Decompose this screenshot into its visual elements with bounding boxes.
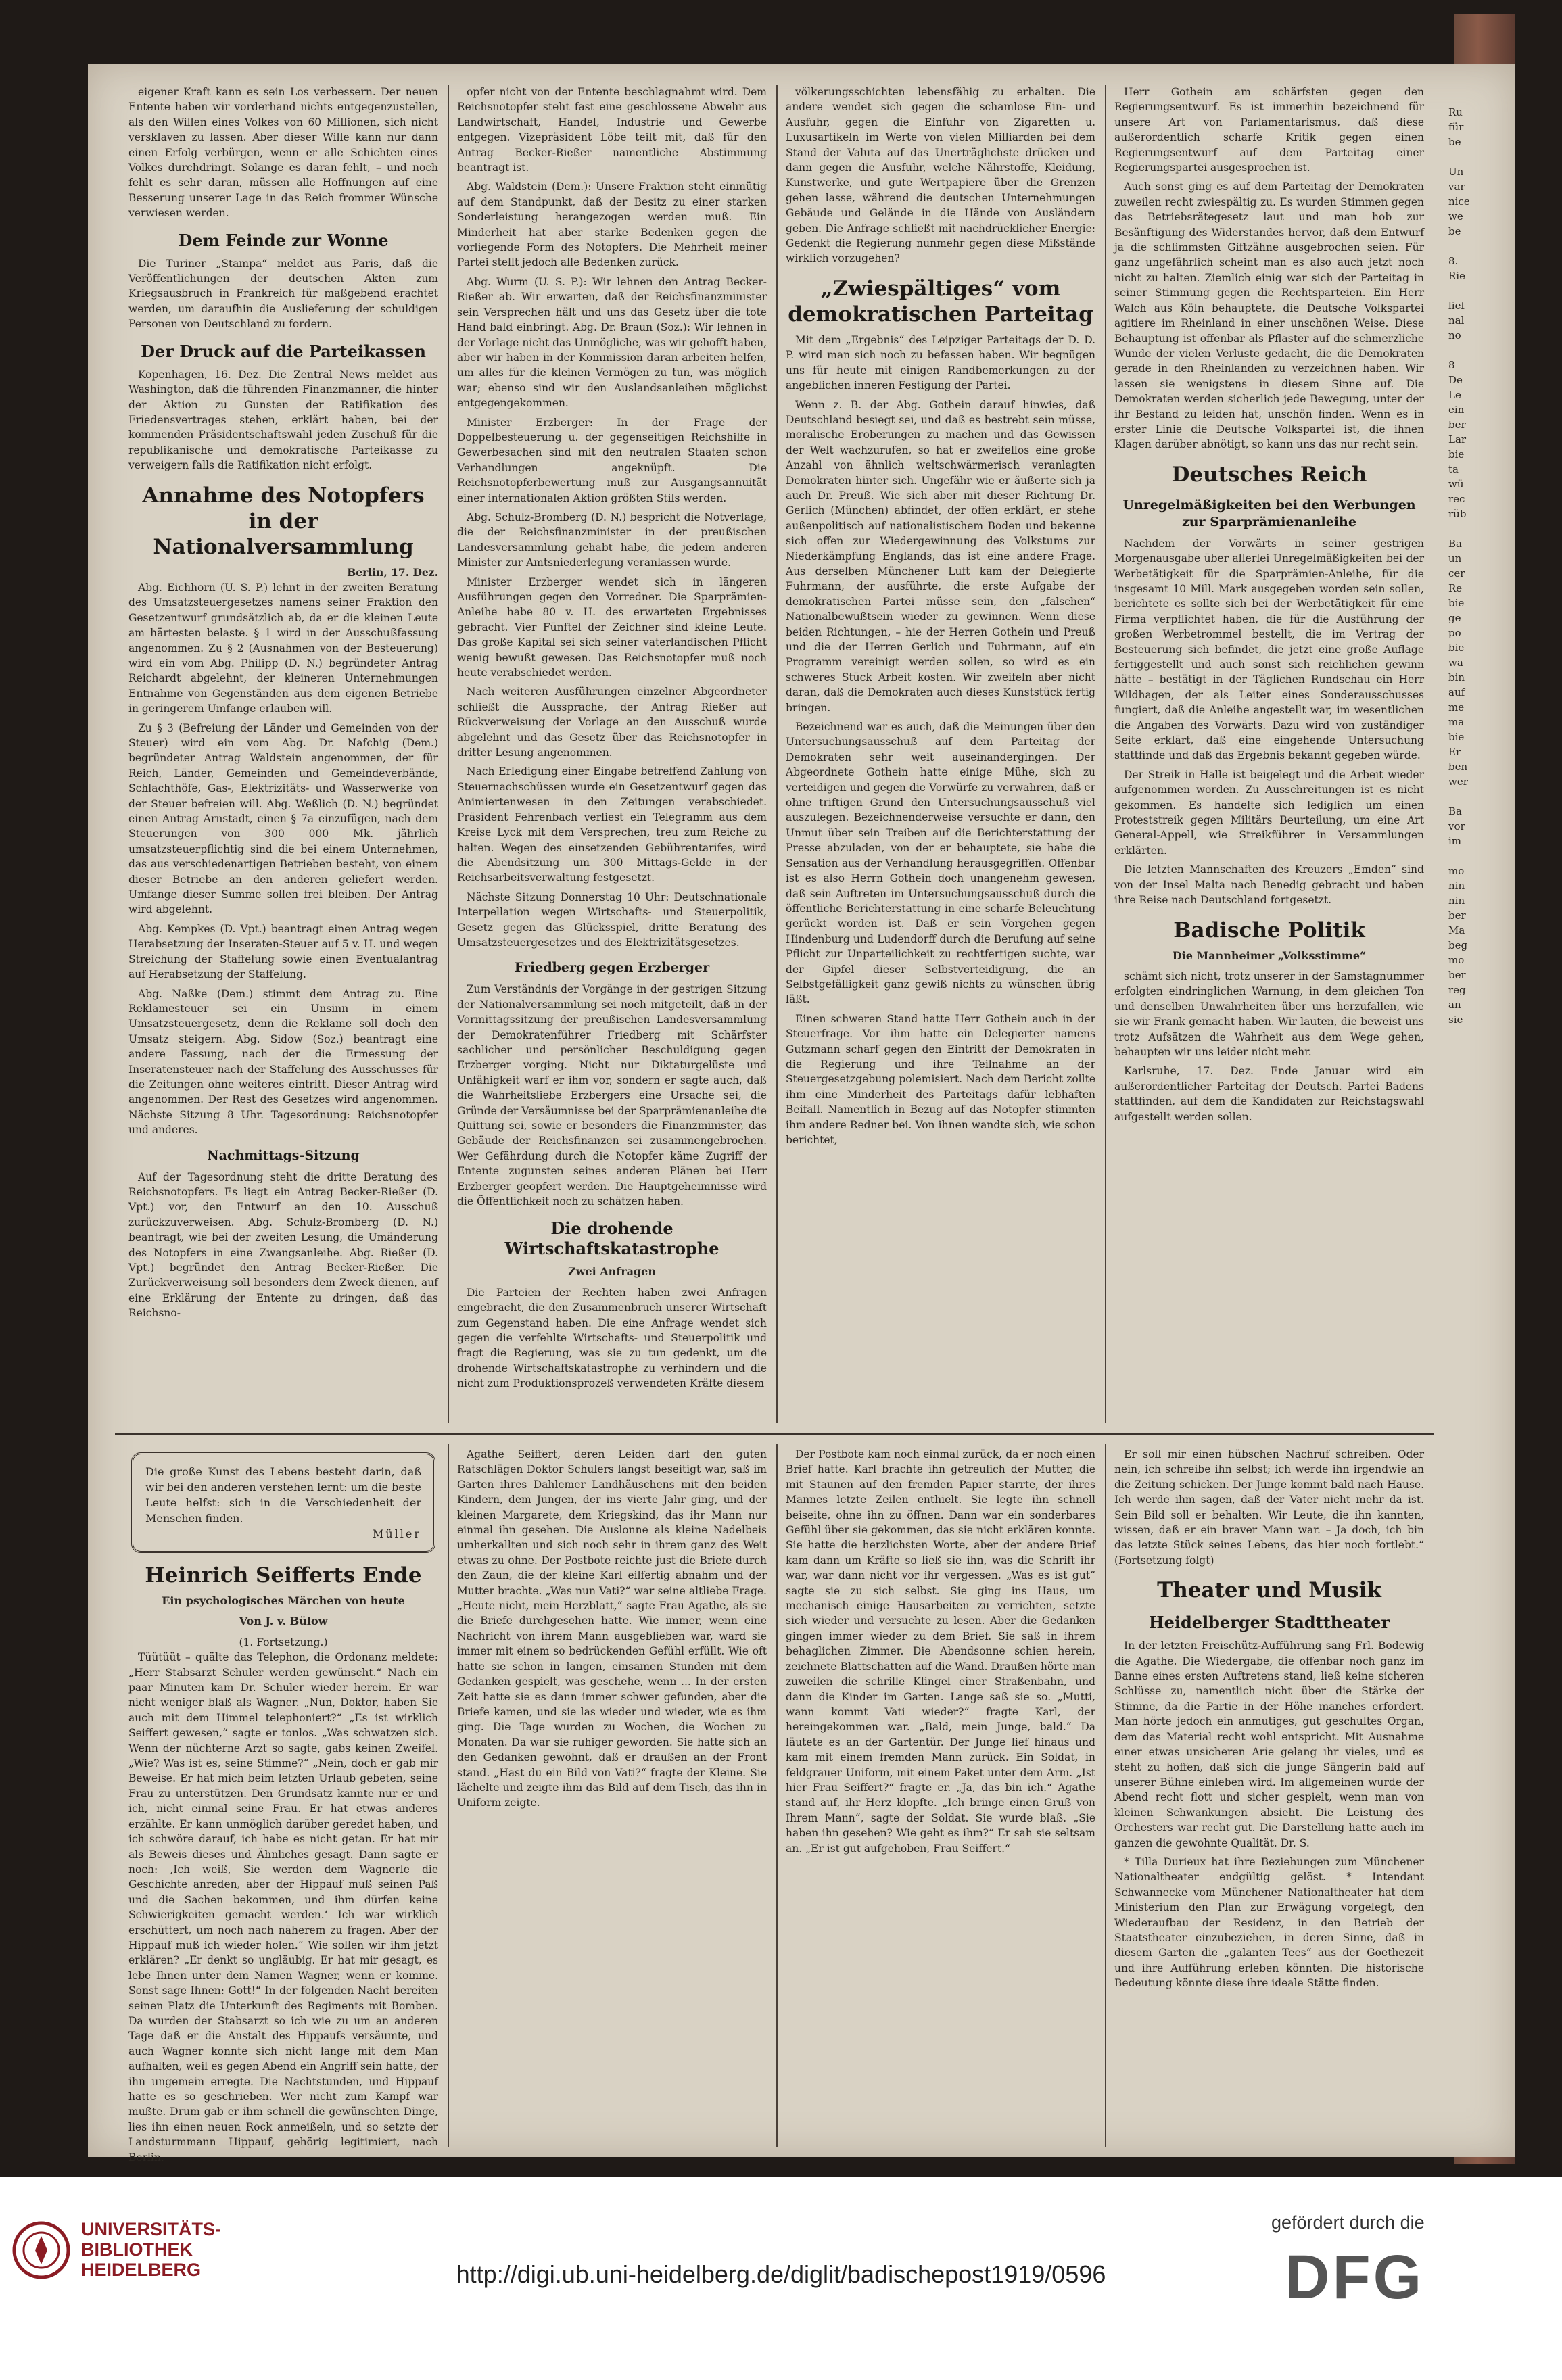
quote-text: Die große Kunst des Lebens besteht darin, daß wir bei den anderen verstehen lernt: um die beste Leute helfst: sich in die Verschiedenheit der Menschen finden. bbox=[145, 1465, 421, 1525]
article-text: Mit dem „Ergebnis“ des Leipziger Parteitags der D. D. P. wird man sich noch zu befassen haben. Wir begnügen uns für heute mit einigen Randbemerkungen zu der angeblichen inneren Festigung der Partei. bbox=[786, 333, 1095, 392]
article-text: Abg. Wurm (U. S. P.): Wir lehnen den Antrag Becker-Rießer ab. Wir erwarten, daß der Reichsfinanzminister sein Versprechen hält und uns das Gesetz über die tote Hand bald einbringt. Abg. Dr. Braun (Soz.): Wir lehnen in der Vorlage nicht das Unmögliche, was wir gehofft haben, aber wir haben in der Kommission daran arbeiten helfen, um alles für die kleinen Vermögen zu tun, was möglich war; ebenso sind wir den Auslandsanleihen möglichst entgegengekommen. bbox=[457, 275, 767, 410]
headline-feinde: Dem Feinde zur Wonne bbox=[178, 230, 389, 250]
section-badische-politik: Badische Politik bbox=[1173, 918, 1365, 943]
article-text: Abg. Kempkes (D. Vpt.) beantragt einen Antrag wegen Herabsetzung der Inseraten-Steuer auf 5 v. H. und wegen Streichung der Staffelung sowie einen Eventualantrag auf Herabsetzung der Staffelung. bbox=[128, 922, 438, 981]
feuilleton-column-1 bbox=[128, 1447, 438, 2169]
column-divider bbox=[776, 85, 778, 1423]
article-text: Zu § 3 (Befreiung der Länder und Gemeinden von der Steuer) wird ein vom Abg. Dr. Nafchig (Dem.) begründeter Antrag Waldstein angenommen, der für Reich, Länder, Gemeinden und Gemeindeverbände, Schlachthöfe, Gas-, Elektrizitäts- und Wasserwerke von der Steuer befreien will. Abg. Weßlich (D. N.) begründet einen Antrag Arnstadt, einen § 7a einzufügen, nach dem Steuerungen von 300 000 Mk. jährlich umsatzsteuerpflichtig sind die bei einem Unternehmen, das aus verschiedenartigen Betrieben besteht, von einem dieser Betriebe an den anderen geliefert werden. Umfange dieser Summe sollen frei bleiben. Der Antrag wird abgelehnt. bbox=[128, 721, 438, 916]
library-name-line: UNIVERSITÄTS- bbox=[81, 2219, 222, 2239]
headline-stadttheater: Heidelberger Stadttheater bbox=[1148, 1613, 1390, 1633]
article-text: Karlsruhe, 17. Dez. Ende Januar wird ein außerordentlicher Parteitag der Deutsch. Partei Badens stattfinden, auf dem die Kandidaten zur Reichstagswahl aufgestellt werden sollen. bbox=[1114, 1065, 1424, 1123]
column-3 bbox=[786, 85, 1095, 1151]
article-text: Wenn z. B. der Abg. Gothein darauf hinwies, daß Deutschland besiegt sei, und daß es bestrebt sein müsse, moralische Eroberungen zu machen und das Gewissen der Welt wachzurufen, so hat er zweifellos eine große Anzahl von ähnlich weltschwärmerisch veranlagten Demokraten hinter sich. Ungefähr wie er äußerte sich ja auch Dr. Preuß. Wie sich aber mit dieser Richtung Dr. Gerlich (München) abfindet, der offen erklärt, er stehe außenpolitisch auf nationalistischem Boden und bekenne sich offen zur Wiedergewinnung des Volkstums zur Niederkämpfung Englands, das ist eine andere Frage. Aus derselben Münchener Luft kam der Delegierte Fuhrmann, der ausführte, die erste Aufgabe der demokratischen Partei müsse sein, den „falschen“ Nationalbewußtsein wieder zu gewinnen. Wenn diese beiden Richtungen, – hie der Herren Gothein und Preuß und die der Herren Gerlich und Fuhrmann, auf ein Programm vereinigt werden sollen, so wird es ein schweres Stück Arbeit kosten. Wir zweifeln aber nicht daran, daß die Demokraten auch dieses Kunststück fertig bringen. bbox=[786, 398, 1095, 714]
dateline: Berlin, 17. Dez. bbox=[347, 565, 438, 579]
feuilleton-column-3 bbox=[786, 1447, 1095, 1860]
column-divider bbox=[448, 85, 449, 1423]
article-text: Die Turiner „Stampa“ meldet aus Paris, daß die Veröffentlichungen der deutschen Akten zum Kriegsausbruch in Frankreich für maßgebend erachtet werden, um daraufhin die Auslieferung der schuldigen Personen von Deutschland zu fordern. bbox=[128, 257, 438, 331]
dfg-logo: DFG bbox=[1285, 2243, 1425, 2312]
article-text: Abg. Schulz-Bromberg (D. N.) bespricht die Notverlage, die der Reichsfinanzminister in der preußischen Landesversammlung gehabt habe, die jedem anderen Minister zur Amtsniederlegung veranlassen würde. bbox=[457, 510, 767, 569]
article-text: * Tilla Durieux hat ihre Beziehungen zum Münchener Nationaltheater endgültig gelöst. * Intendant Schwannecke vom Münchener Nationaltheater hat dem Ministerium den Plan zur Erwägung vorgelegt, den Wiederaufbau der Residenz, in den Betrieb der Staatstheater einzubeziehen, in deren Sinne, daß in diesem Garten die „galanten Tees“ aus der Goethezeit und ihre Aufführung erleben könnten. Die historische Bedeutung könnte diese ihre ideale Stätte finden. bbox=[1114, 1855, 1424, 1990]
column-divider bbox=[448, 1444, 449, 2147]
document-url-link[interactable]: http://digi.ub.uni-heidelberg.de/diglit/badischepost1919/0596 bbox=[456, 2260, 1106, 2288]
headline-unregelmaessigkeiten: Unregelmäßigkeiten bei den Werbungen zur Sparprämienanleihe bbox=[1122, 497, 1416, 529]
column-4 bbox=[1114, 85, 1424, 1128]
article-text: Der Streik in Halle ist beigelegt und die Arbeit wieder aufgenommen worden. Zu Ausschreitungen ist es nicht gekommen. Es handelte sich lediglich um einen Proteststreik gegen Militärs Beurteilung, um eine Art General-Appell, wie Streikführer in Versammlungen erklärten. bbox=[1114, 768, 1424, 857]
article-text: Abg. Waldstein (Dem.): Unsere Fraktion steht einmütig auf dem Standpunkt, daß der Besitz zu einer starken Sonderleistung herangezogen werden muß. Ein Minderheit hat aber starke Bedenken gegen die vorliegende Form des Notopfers. Die Mehrheit meiner Partei stellt jedoch alle Bedenken zurück. bbox=[457, 181, 767, 269]
article-text: Minister Erzberger wendet sich in längeren Ausführungen gegen den Vorredner. Die Sparprämien-Anleihe habe 80 v. H. des erwarteten Ergebnisses gebracht. Vier Fünftel der Zeichner sind kleine Leute. Das große Kapital sei sich seiner vaterländischen Pflicht wenig bewußt gewesen. Das Reichsnotopfer muß noch heute verabschiedet werden. bbox=[457, 575, 767, 680]
subheading-volksstimme: Die Mannheimer „Volksstimme“ bbox=[1172, 949, 1367, 962]
article-text: völkerungsschichten lebensfähig zu erhalten. Die andere wendet sich gegen die schamlose Ein- und Ausfuhr, gegen die Einfuhr von Zigaretten u. Luxusartikeln im Werte von vielen Milliarden bei dem Stand der Valuta auf das Unerträglichste drücken und dann gegen die Ausfuhr, welche Nährstoffe, Kleidung, Kunstwerke, und gute Wertpapiere über die Grenzen gehen lasse, während die deutschen Unternehmungen Gebäude und Gelände in die Hände von Ausländern geben. Die Anfrage schließt mit nachdrücklicher Energie: Gedenkt die Regierung nunmehr gegen diese Mißstände wirklich vorzugehen? bbox=[786, 86, 1095, 265]
feuilleton-separator bbox=[115, 1433, 1434, 1435]
library-name-line: BIBLIOTHEK bbox=[81, 2239, 193, 2260]
column-1 bbox=[128, 85, 438, 1325]
story-text: Er soll mir einen hübschen Nachruf schreiben. Oder nein, ich schreibe ihn selbst; ich werde ihn irgendwie an die Zeitung schicken. Der Junge kommt bald nach Hause. Ich werde ihm sagen, daß der Vater nicht mehr da ist. Sein Bild soll er behalten. Wir Leute, die ihn kannten, wissen, daß er ein braver Mann war. – Ja doch, ich bin das letzte Stück seines Lebens, das hier noch fortlebt.“ (Fortsetzung folgt) bbox=[1114, 1448, 1424, 1567]
column-divider bbox=[776, 1444, 778, 2147]
feuilleton-column-4 bbox=[1114, 1447, 1424, 1995]
article-text: Einen schweren Stand hatte Herr Gothein auch in der Steuerfrage. Vor ihm hatte ein Delegierter namens Gutzmann scharf gegen den Eintritt der Demokraten in die Regierung und ihre Teilnahme an der Steuergesetzgebung polemisiert. Nach dem Bericht zollte ihm eine Minderheit des Parteitags dafür lebhaften Beifall. Namentlich in Bezug auf das Notopfer stimmten ihm andere Redner bei. Von ihnen wandte sich, wie schon berichtet, bbox=[786, 1012, 1095, 1146]
article-text: Nächste Sitzung Donnerstag 10 Uhr: Deutschnationale Interpellation wegen Wirtschafts- und Steuerpolitik, Gesetz gegen das Glücksspiel, dritte Beratung des Umsatzsteuergesetzes und des Elektrizitätsgesetzes. bbox=[457, 890, 767, 949]
article-text: In der letzten Freischütz-Aufführung sang Frl. Bodewig die Agathe. Die Wiedergabe, die offenbar noch ganz im Banne eines ersten Auftretens stand, ließ keine sicheren Schlüsse zu, namentlich nicht über die Stärke der Stimme, da die Partie in der Höhe manches erfordert. Man hörte jedoch ein anmutiges, gut geschultes Organ, dem das Material recht wohl entspricht. Mit Ausnahme einer etwas unsicheren Arie gelang ihr vieles, und es steht zu hoffen, daß sich die junge Sängerin bald auf unserer Bühne einleben wird. Im allgemeinen wurde der Abend recht flott und sicher gespielt, wenn man von kleinen Schwankungen absieht. Die Leistung des Orchesters war recht gut. Die Darstellung hatte auch im ganzen die gewohnte Qualität. Dr. S. bbox=[1114, 1640, 1424, 1849]
quote-box bbox=[131, 1452, 435, 1553]
headline-notopfer: Annahme des Notopfers in der Nationalversammlung bbox=[142, 483, 425, 559]
story-text: Der Postbote kam noch einmal zurück, da er noch einen Brief hatte. Karl brachte ihn getreulich der Mutter, die mit Staunen auf den fremden Papier starrte, der ihres Mannes letzte Zeilen enthielt. Sie legte ihn schnell beiseite, ohne ihn zu öffnen. Dann war ein sonderbares Gefühl über sie gekommen, das sie nicht erklären konnte. Sie hatte die herzlichsten Worte, aber der andere Brief kam dann um Kräfte so ließ sie ihn, was die Schrift ihr war, war dann nicht vor ihr vergessen. „Was es ist gut“ sagte sie zu sich selbst. Sie ging ins Haus, um mechanisch einige Hausarbeiten zu verrichten, setzte sich wieder und versuchte zu lesen. Aber die Gedanken gingen immer wieder zu dem Brief. Sie saß in ihrem behaglichen Zimmer. Die Abendsonne schien herein, zeichnete Blattschatten auf die Wand. Draußen hörte man zuweilen die schrille Klingel einer Straßenbahn, und dann die Kinder im Garten. Lange saß sie so. „Mutti, wann kommt Vati wieder?“ fragte Karl, der hereingekommen war. „Bald, mein Junge, bald.“ Da läutete es an der Gartentür. Der Junge lief hinaus und kam mit einem fremden Mann zurück. Ein Soldat, in feldgrauer Uniform, mit einem Paket unter dem Arm. „Ist hier Frau Seiffert?“ fragte er. „Ja, das bin ich.“ Agathe stand auf, ihr Herz klopfte. „Ich bringe einen Gruß von Ihrem Mann“, sagte der Soldat. Sie wurde blaß. „Sie haben ihn gesehen? Wie geht es ihm?“ Er sah sie seltsam an. „Er ist gut aufgehoben, Frau Seiffert.“ bbox=[786, 1448, 1095, 1855]
article-text: Auf der Tagesordnung steht die dritte Beratung des Reichsnotopfers. Es liegt ein Antrag Becker-Rießer (D. Vpt.) vor, den Entwurf an den 10. Ausschuß zurückzuverweisen. Abg. Schulz-Bromberg (D. N.) beantragt, wie bei der zweiten Lesung, die Umänderung des Notopfers in eine Zwangsanleihe. Abg. Rießer (D. Vpt.) begründet den Antrag Becker-Rießer. Die Zurückverweisung soll besonders dem Zweck dienen, auf eine Erklärung der Entente zu dringen, daß das Reichsno- bbox=[128, 1170, 438, 1320]
article-text: Abg. Eichhorn (U. S. P.) lehnt in der zweiten Beratung des Umsatzsteuergesetzes namens seiner Fraktion den Gesetzentwurf grundsätzlich ab, da er die kleinen Leute am härtesten belaste. § 1 wird in der Ausschußfassung angenommen. Zu § 2 (Ausnahmen von der Besteuerung) wird ein vom Abg. Philipp (D. N.) begründeter Antrag Reichardt abgelehnt, der kleineren Unternehmungen Entnahme von Gegenständen aus dem eigenen Betriebe in geringerem Umfange erlauben will. bbox=[128, 581, 438, 715]
subheading-anfragen: Zwei Anfragen bbox=[567, 1265, 656, 1279]
newspaper-page bbox=[88, 64, 1515, 2164]
article-text: Die letzten Mannschaften des Kreuzers „Emden“ sind von der Insel Malta nach Benedig gebracht und haben ihre Reise nach Deutschland fortgesetzt. bbox=[1114, 863, 1424, 907]
headline-parteikassen: Der Druck auf die Parteikassen bbox=[141, 341, 426, 361]
article-text: Minister Erzberger: In der Frage der Doppelbesteuerung u. der gegenseitigen Reichshilfe in Gewerbesachen sind mit den neutralen Staaten schon Verhandlungen angeknüpft. Die Reichsnotopferbewertung muß zur Ausgangsannuität einer internationalen Aktion größten Stils werden. bbox=[457, 416, 767, 504]
subheading-nachmittags: Nachmittags-Sitzung bbox=[207, 1147, 360, 1163]
headline-zwiespaeltiges: „Zwiespältiges“ vom demokratischen Parteitag bbox=[788, 276, 1093, 327]
article-text: opfer nicht von der Entente beschlagnahmt wird. Dem Reichsnotopfer steht fast eine geschlossene Abwehr aus Landwirtschaft, Handel, Industrie und Gewerbe entgegen. Vizepräsident Löbe teilt mit, daß für den Antrag Becker-Rießer namentliche Abstimmung beantragt ist. bbox=[457, 86, 767, 174]
section-deutsches-reich: Deutsches Reich bbox=[1171, 462, 1367, 487]
story-text: Tüütüüt – quälte das Telephon, die Ordonanz meldete: „Herr Stabsarzt Schuler werden gewünscht.“ Nach ein paar Minuten kam Dr. Schuler wieder herein. Er war nicht weniger blaß als Wagner. „Nun, Doktor, haben Sie auch mit dem Himmel telephoniert?“ „Es ist wirklich Seiffert gewesen,“ sagte er tonlos. „Was schwatzen sich. Wenn der nüchterne Arzt so sagte, gabs keinen Zweifel. „Wie? Was ist es, seine Stimme?“ „Nein, doch er gab mir Beweise. Er hat mich beim letzten Urlaub gebeten, seine Frau zu unterstützen. Den Grundsatz kannte nur er und ich, nicht einmal seine Frau. Er hat etwas anderes erzählte. Er kann unmöglich darüber geredet haben, und ich schwöre darauf, ich habe es nicht getan. Er hat mir als Beweis dieses und Ähnliches gesagt. Dann sagte er noch: ‚Ich weiß, Sie werden dem Wagnerle die Geschichte anreden, aber der Hippauf muß seinen Paß und die Sachen bekommen, und ihm dürfen keine Schwierigkeiten gemacht werden.‘ Ich war wirklich erschüttert, um noch nach näherem zu fragen. Aber der Hippauf muß ich wieder holen.“ Wie sollen wir ihm jetzt erklären? „Er denkt so ungläubig. Er hat mir gesagt, es lebe Ihnen unter dem Namen Wagner, wenn er komme. Sonst sage Ihnen: Gott!“ In der folgenden Nacht bereiten seinen Platz die Unterkunft des Regiments mit Bomben. Da wurden der Stabsarzt so ich wie zu um an anderen Tage daß er die Anstalt des Hippaufs versäumte, und auch Wagner konnte sich nicht lange mit dem Man aufhalten, weil es gegen Abend ein Angriff sein hatte, der ihn ungemein erregte. Die Nachtstunden, und Hippauf hatte es so geschrieben. Wer nicht zum Kampf war mußte. Drum gab er ihm schnell die gewünschten Dinge, lies ihn einen neuen Rock anmeißeln, und so setzte der Landsturmmann Hippauf, gehörig legitimiert, nach Berlin. bbox=[128, 1651, 438, 2164]
article-text: Abg. Naßke (Dem.) stimmt dem Antrag zu. Eine Reklamesteuer sei ein Unsinn in einem Umsatzsteuergesetz, denn die Reklame soll doch den Umsatz steigern. Abg. Sidow (Soz.) beantragt eine andere Fassung, nach der die Ermessung der Inseratensteuer nach der Staffelung des Ausschusses für die Zeitungen ohne weiteres eintritt. Dieser Antrag wird angenommen. Der Rest des Gesetzes wird angenommen. Nächste Sitzung 8 Uhr. Tagesordnung: Reichsnotopfer und anderes. bbox=[128, 987, 438, 1137]
story-author: Von J. v. Bülow bbox=[239, 1615, 328, 1628]
headline-friedberg: Friedberg gegen Erzberger bbox=[514, 960, 710, 976]
story-title: Heinrich Seifferts Ende bbox=[145, 1563, 422, 1588]
story-part: (1. Fortsetzung.) bbox=[239, 1636, 328, 1648]
article-text: Herr Gothein am schärfsten gegen den Regierungsentwurf. Es ist immerhin bezeichnend für unsere Art von Parlamentarismus, daß diese außerordentlich scharfe Kritik gegen einen Regierungsentwurf auf dem Parteitag einer Regierungspartei ausgesprochen ist. bbox=[1114, 86, 1424, 174]
article-text: Auch sonst ging es auf dem Parteitag der Demokraten zuweilen recht zwiespältig zu. Es wurden Stimmen gegen das Betriebsrätegesetz laut und man hob zur Besänftigung des Widerstandes hervor, daß dem Entwurf ja die schlimmsten Giftzähne ausgebrochen seien. Für ganz ungefährlich scheint man es also auch jetzt noch nicht zu halten. Ziemlich einig war sich der Parteitag in seiner Stimmung gegen die Rechtsparteien. Ein Herr Walch aus Köln behauptete, die Deutsche Volkspartei agitiere im Rheinland in einer unschönen Weise. Diese Behauptung ist offenbar als Pflaster auf die schmerzliche Wunde der vielen Verluste gedacht, die die Demokraten gerade in den Rheinlanden zu verzeichnen haben. Wir lassen sie wenigstens in diesem Sinne auf. Die Demokraten werden sicherlich jede Bewegung, unter der ihr Bestand zu leiden hat, unschön finden. Wenn es in erster Linie die Deutsche Volkspartei ist, die ihnen Klagen darüber abnötigt, so kann uns das nur recht sein. bbox=[1114, 181, 1424, 451]
article-text: Nach weiteren Ausführungen einzelner Abgeordneter schließt die Aussprache, der Antrag Rießer auf Rückverweisung der Vorlage an den Ausschuß wurde abgelehnt und das Gesetz über das Reichsnotopfer in dritter Lesung angenommen. bbox=[457, 686, 767, 759]
feuilleton-column-2 bbox=[457, 1447, 767, 1815]
article-text: Nachdem der Vorwärts in seiner gestrigen Morgenausgabe über allerlei Unregelmäßigkeiten bei der Werbetätigkeit für die Sparprämien-Anleihe, für die insgesamt 10 Mill. Mark ausgegeben worden sein sollen, berichtete es sollte sich bei der Werbetätigkeit für eine Firma verpflichtet haben, die für die Ausführung der großen Werbetrommel bestellt, die im Vertrag der Besteuerung sich befindet, die jetzt eine große Auflage fertiggestellt und auch sonst sich reichlichen gewinn hätte – bestätigt in der Täglichen Rundschau ein Herr Wildhagen, der als Leiter eines Sonderausschusses fungiert, daß die Anleihe angestellt war, im wesentlichen die Angaben des Vorwärts. Dazu wird von zuständiger Seite erklärt, daß eine eingehende Untersuchung stattfinde und daß das Ergebnis bekannt gegeben würde. bbox=[1114, 537, 1424, 762]
article-text: Bezeichnend war es auch, daß die Meinungen über den Untersuchungsausschuß auf dem Parteitag der Demokraten sehr weit auseinandergingen. Der Abgeordnete Gothein hatte einige Mühe, sich zu verteidigen und gegen die Vorwürfe zu verwahren, daß er ohne triftigen Grund den Untersuchungsausschuß viel auszulegen. Bezeichnenderweise versuchte er dann, den Unmut über sein Treiben auf die Berichterstattung der Presse abzuladen, von der er behauptete, sie habe die Sensation aus der Verhandlung herausgegriffen. Offenbar ist es also Herrn Gothein doch unangenehm gewesen, daß sein Auftreten im Untersuchungsausschuß durch die öffentliche Berichterstattung in eine scharfe Beleuchtung gerückt worden ist. Daß er sein Vorgehen gegen Hindenburg und Ludendorff durch die Berufung auf seine Pflicht zur Unparteilichkeit zu rechtfertigen suchte, war der Gipfel dieser Selbstverteidigung, die an Selbstgefälligkeit ganz gewiß nichts zu wünschen übrig läßt. bbox=[786, 721, 1095, 1006]
column-divider bbox=[1105, 85, 1106, 1423]
column-2 bbox=[457, 85, 767, 1396]
article-text: Kopenhagen, 16. Dez. Die Zentral News meldet aus Washington, daß die führenden Finanzmänner, die hinter der Aktion zu Gunsten der Ratifikation des Friedensvertrages stehen, erklärt haben, bei der kommenden Präsidentschaftswahl jeden Zuschuß für die republikanische und demokratische Parteikasse zu verweigern falls die Ratifikation nicht erfolgt. bbox=[128, 368, 438, 472]
section-theater-musik: Theater und Musik bbox=[1157, 1578, 1381, 1603]
article-text: eigener Kraft kann es sein Los verbessern. Der neuen Entente haben wir vorderhand nichts entgegenzustellen, als den Willen eines Volkes von 60 Millionen, sich nicht versklaven zu lassen. Aber dieser Wille kann nur dann einen Erfolg verbürgen, wenn er alle Schichten eines Volkes durchdringt. Solange es daran fehlt, – und noch fehlt es sehr daran, müssen alle Hoffnungen auf eine Besserung unserer Lage in das Reich frommer Wünsche verwiesen werden. bbox=[128, 86, 438, 220]
column-divider bbox=[1105, 1444, 1106, 2147]
article-text: Zum Verständnis der Vorgänge in der gestrigen Sitzung der Nationalversammlung sei noch mitgeteilt, daß in der Vormittagssitzung der preußischen Landesversammlung der Demokratenführer Friedberg mit Schärfster sachlicher und persönlicher Beschuldigung gegen Erzberger vorging. Nicht nur Diktaturgelüste und Unfähigkeit warf er ihm vor, sondern er sagte auch, daß die Wahrheitsliebe Erzbergers eine Ursache sei, die Gründe der Versäumnisse bei der Sparprämienanleihe die Quittung sei, sowie er besonders die Finanzminister, das Gebäude der Reichsfinanzen sei zusammengebrochen. Wer Gefährdung durch die Notopfer käme Zugriff der Entente zugunsten seines anderen Plänen bei Herr Erzberger geopfert werden. Die Hauptgeheimnisse wird die Öffentlichkeit noch zu schätzen haben. bbox=[457, 983, 767, 1208]
story-text: Agathe Seiffert, deren Leiden darf den guten Ratschlägen Doktor Schulers längst beseitigt war, saß im Garten ihres Dahlemer Landhäuschens mit den beiden Kindern, dem Jungen, der ins vierte Jahr ging, und der kleinen Margarete, dem Kriegskind, das ihr Mann nur einmal ihn gesehen. Die Auslonne als kleine Nadelbeis umherkallten und sich noch sehr in ihrem ganz des Weit etwas zu ohne. Der Postbote reichte just die Briefe durch den Zaun, die der kleine Karl eilfertig abnahm und der Mutter brachte. „Was nun Vati?“ war seine altliebe Frage. „Heute nicht, mein Herzblatt,“ sagte Frau Agathe, als sie die Briefe durchgesehen hatte. Wie immer, wenn eine Nachricht von ihrem Mann ausgeblieben war, ward sie immer mit einem so bedrückenden Gefühl erfüllt. Wie oft hatte sie schon in langen, einsamen Stunden mit dem Gedanken gespielt, was geschehe, wenn ... In der ersten Zeit hatte sie es dann immer schwer gefunden, aber die Briefe kamen, und sie las wieder und wieder, wie es ihm ging. Die Tage wurden zu Wochen, die Wochen zu Monaten. Da war sie ruhiger geworden. Sie hatte sich an den Gedanken gewöhnt, daß er draußen an der Front stand. „Hast du ein Bild von Vati?“ fragte der Kleine. Sie lächelte und zeigte ihm das Bild auf dem Tisch, das ihn in Uniform zeigte. bbox=[457, 1448, 767, 1809]
funding-caption: gefördert durch die bbox=[1271, 2212, 1425, 2233]
article-text: schämt sich nicht, trotz unserer in der Samstagnummer erfolgten eindringlichen Warnung, in dem gleichen Ton und denselben Unwahrheiten über uns herzufallen, wie sie wir Frank gemacht haben. Wir lauten, die beweist uns trotz Aufsätzen die Wahrheit aus dem Wege gehen, behaupten wir uns leider nicht mehr. bbox=[1114, 970, 1424, 1058]
adjacent-page-text: Ru für be Un var nice we be 8. Rie lief nal no 8 De Le ein ber Lar bie ta wü rec rüb Ba un cer Re bie ge po bie wa bin auf me ma bie Er ben wer Ba vor im mo nin nin ber Ma beg mo ber reg an sie bbox=[1448, 106, 1470, 1026]
article-text: Die Parteien der Rechten haben zwei Anfragen eingebracht, die den Zusammenbruch unserer Wirtschaft zum Gegenstand haben. Die eine Anfrage wendet sich gegen die verfehlte Wirtschafts- und Steuerpolitik und fragt die Regierung, was sie zu tun gedenkt, um die drohende Wirtschaftskatastrophe zu verhindern und die nicht zum Produktionsprozeß verwendeten Kräfte diesem bbox=[457, 1286, 767, 1390]
library-name-line: HEIDELBERG bbox=[81, 2260, 202, 2280]
article-text: Nach Erledigung einer Eingabe betreffend Zahlung von Steuernachschüssen wurde ein Gesetzentwurf gegen das Animiertenwesen in den Zeitungen verabschiedet. Präsident Fehrenbach verliest ein Telegramm aus dem Kreise Lyck mit dem Versprechen, treu zum Reiche zu halten. Wegen des einsetzenden Gebührentarifes, wird die Abendsitzung um 300 Mittags-Gelde in der Reichsarbeitsverwaltung festgesetzt. bbox=[457, 765, 767, 884]
headline-wirtschaftskatastrophe: Die drohende Wirtschaftskatastrophe bbox=[504, 1218, 719, 1259]
story-subtitle: Ein psychologisches Märchen von heute bbox=[162, 1594, 405, 1607]
quote-signature: Müller bbox=[372, 1527, 421, 1540]
